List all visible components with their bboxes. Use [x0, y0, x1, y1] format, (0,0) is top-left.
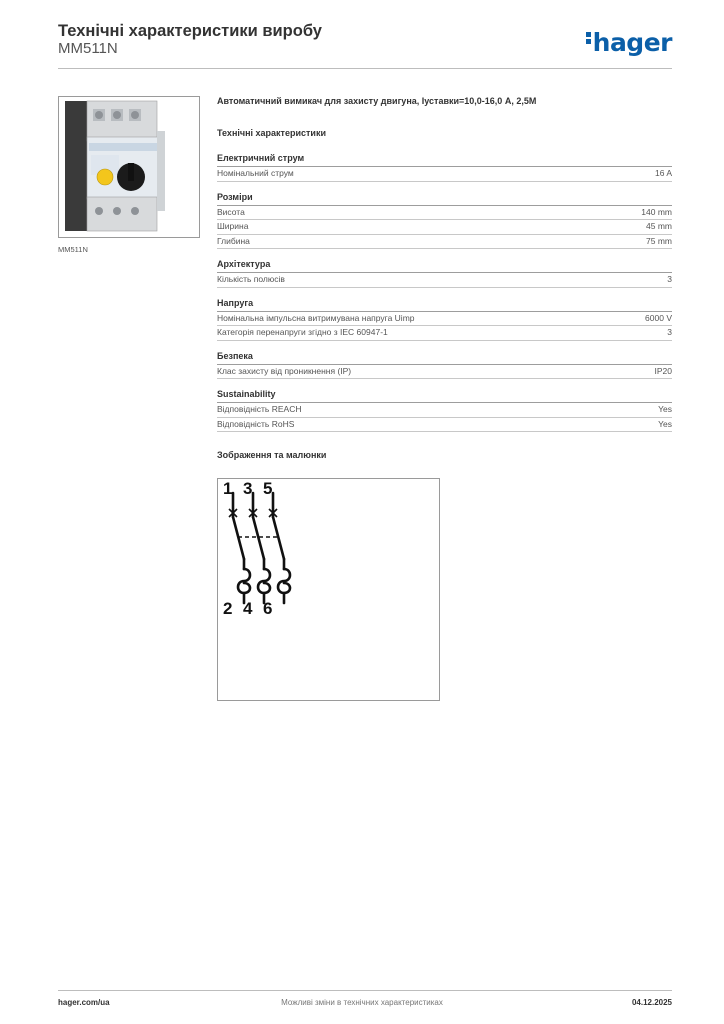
spec-row: [217, 326, 672, 341]
spec-label: Клас захисту від проникнення (IP): [217, 365, 352, 376]
footer-website-link[interactable]: hager.com/ua: [58, 998, 110, 1007]
breaker-schematic-icon: [218, 479, 439, 700]
page-title: Технічні характеристики виробу: [58, 22, 322, 40]
image-caption: MM511N: [58, 245, 88, 254]
spec-label: Відповідність RoHS: [217, 418, 295, 429]
spec-row: [217, 220, 672, 235]
spec-label: Кількість полюсів: [217, 274, 285, 284]
spec-row: [217, 206, 672, 221]
terminal-label: 4: [243, 599, 253, 618]
spec-section: [217, 351, 672, 380]
spec-value: 16 A: [654, 168, 672, 178]
terminal-label: 2: [223, 599, 233, 618]
hager-logo: [586, 28, 672, 57]
spec-label: Висота: [217, 206, 245, 217]
spec-label: Глибина: [217, 235, 250, 246]
terminal-label: 3: [243, 479, 253, 498]
tech-specs-heading: Технічні характеристики: [217, 128, 326, 138]
spec-row: [217, 167, 672, 182]
spec-value: 140 mm: [641, 206, 672, 217]
spec-value: Yes: [658, 418, 672, 429]
spec-section: [217, 153, 672, 182]
drawings-heading: Зображення та малюнки: [217, 450, 327, 460]
spec-row: [217, 418, 672, 433]
terminal-label: 1: [223, 479, 233, 498]
product-code: MM511N: [58, 40, 118, 57]
spec-section: [217, 298, 672, 341]
spec-value: 75 mm: [646, 235, 672, 246]
section-title: Sustainability: [217, 389, 672, 403]
spec-row: [217, 403, 672, 418]
spec-label: Номінальна імпульсна витримувана напруга Uimp: [217, 312, 415, 323]
logo-text: hager: [592, 28, 672, 57]
spec-value: IP20: [654, 365, 672, 376]
wiring-diagram: [217, 478, 440, 701]
spec-section: [217, 259, 672, 288]
footer-date: 04.12.2025: [631, 998, 672, 1007]
spec-row: [217, 235, 672, 250]
spec-content: [217, 96, 672, 460]
spec-row: [217, 312, 672, 327]
spec-label: Ширина: [217, 221, 249, 231]
product-title: Автоматичний вимикач для захисту двигуна, Іуставки=10,0-16,0 А, 2,5М: [217, 96, 537, 106]
spec-row: [217, 273, 672, 288]
spec-value: 6000 V: [645, 312, 672, 323]
spec-value: 45 mm: [646, 221, 672, 231]
logo-dots-icon: [586, 30, 591, 46]
footer-disclaimer: Можливі зміни в технічних характеристиках: [281, 998, 443, 1007]
motor-protection-breaker-icon: [59, 97, 199, 237]
spec-sections: [217, 153, 672, 432]
section-title: Архітектура: [217, 259, 672, 273]
section-title: Розміри: [217, 192, 672, 206]
spec-label: Номінальний струм: [217, 168, 294, 178]
terminal-label: 5: [263, 479, 273, 498]
section-title: Електричний струм: [217, 153, 672, 167]
section-title: Напруга: [217, 298, 672, 312]
terminal-label: 6: [263, 599, 273, 618]
footer-divider: [58, 990, 672, 991]
spec-value: 3: [667, 274, 672, 284]
spec-row: [217, 365, 672, 380]
header-divider: [58, 68, 672, 69]
spec-label: Відповідність REACH: [217, 404, 302, 414]
spec-value: Yes: [658, 404, 672, 414]
spec-section: [217, 389, 672, 432]
spec-label: Категорія перенапруги згідно з IEC 60947-1: [217, 327, 388, 337]
section-title: Безпека: [217, 351, 672, 365]
product-image: [58, 96, 200, 238]
spec-value: 3: [667, 327, 672, 337]
spec-section: [217, 192, 672, 250]
